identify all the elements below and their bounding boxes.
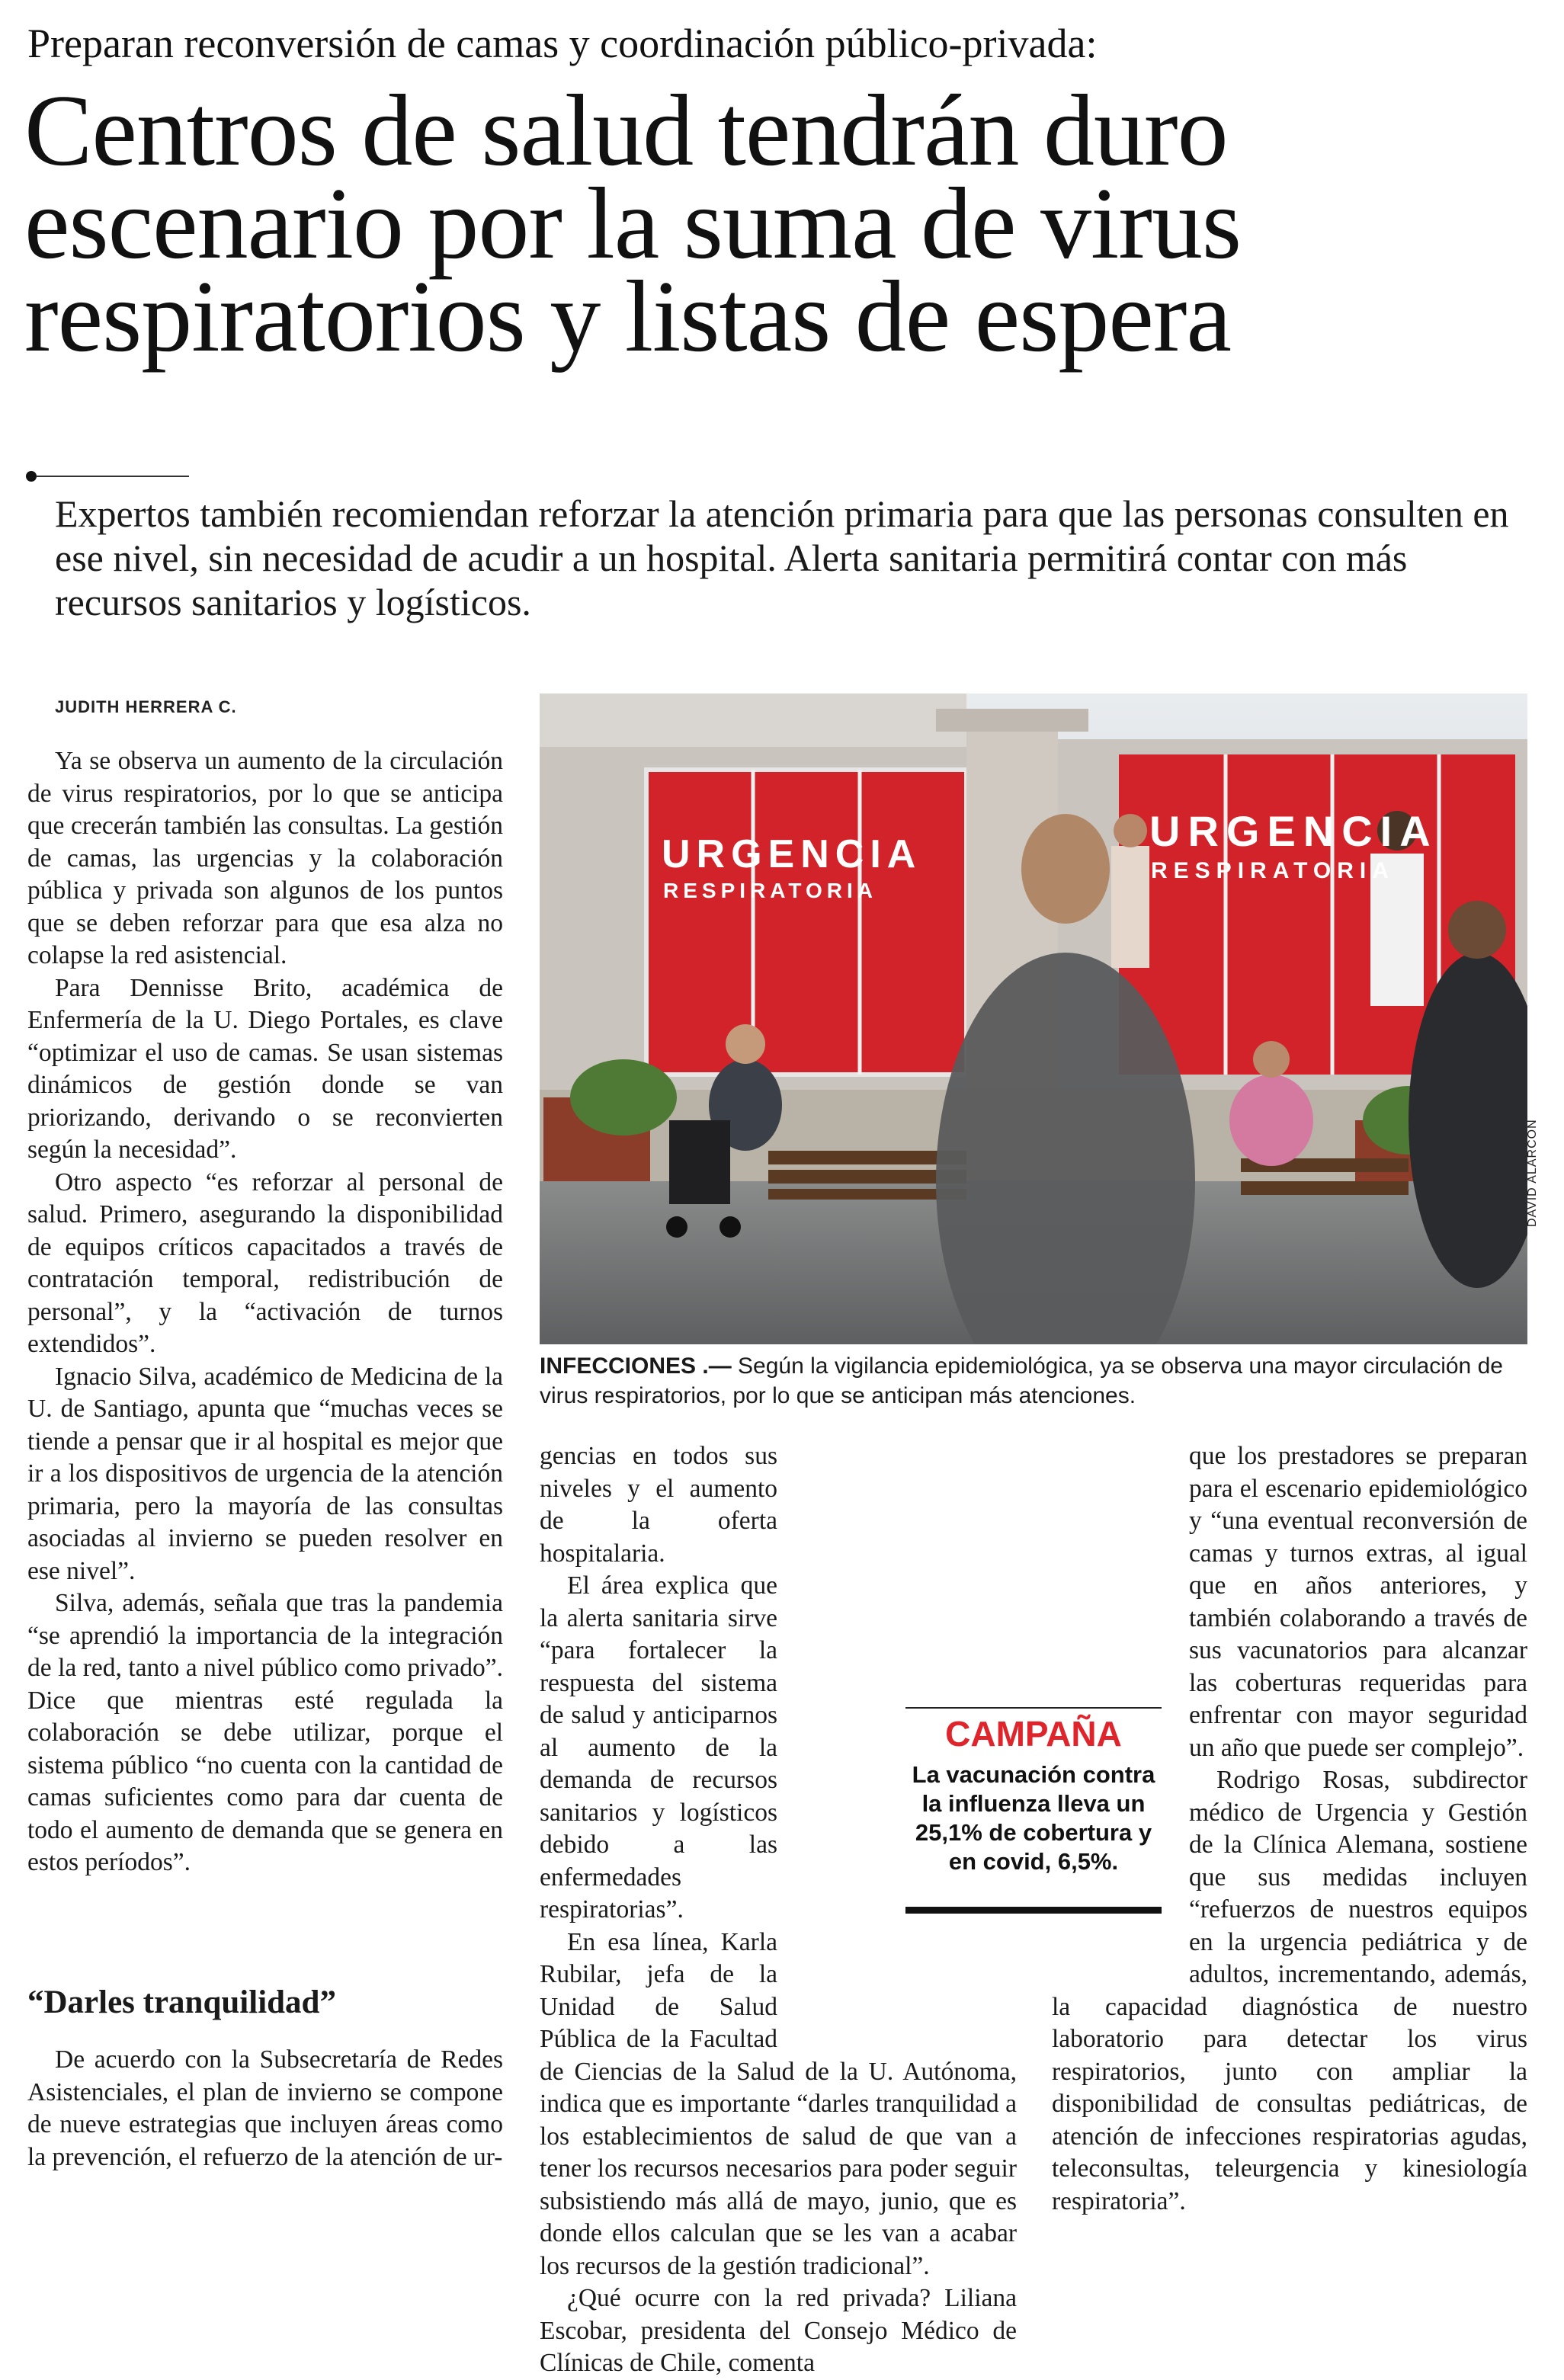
subheading: “Darles tranquilidad” xyxy=(27,1984,336,2020)
paragraph: En esa línea, Karla Rubilar, jefa de la Unidad de Salud Pública de la Facultad de Ciencias de la Salud de la U. Autónoma, indica que es importante “darles tranquilidad a los establecimientos de salud de que van a tener los recursos necesarios para poder seguir subsistiendo más allá de mayo, junio, que es donde ellos calculan que se les van a acabar los recursos de la gestión tradicional”. xyxy=(540,1927,1017,2280)
deck: Expertos también recomiendan reforzar la atención primaria para que las personas consulten en ese nivel, sin necesidad de acudir a un hospital. Alerta sanitaria permitirá contar con más recursos sanitarios y logísticos. xyxy=(55,492,1509,623)
paragraph: De acuerdo con la Subsecretaría de Redes Asistenciales, el plan de invierno se compone de nueve estrategias que incluyen áreas como la prevención, el refuerzo de la atención de ur- xyxy=(27,2045,503,2171)
photo-caption xyxy=(540,1351,1530,1411)
paragraph: gencias en todos sus niveles y el aumento de la oferta hospitalaria. xyxy=(540,1442,777,1568)
paragraph: que los prestadores se preparan para el escenario epidemiológico y “una eventual reconversión de camas y turnos extras, al igual que en años anteriores, y también colaborando a través de sus vacunatorios para alcanzar las coberturas requeridas para enfrentar con mayor seguridad un año que puede ser complejo”. xyxy=(1189,1442,1527,1762)
paragraph: Rodrigo Rosas, subdirector médico de Urgencia y Gestión de la Clínica Alemana, sostiene que sus medidas incluyen “refuerzos de nuestros equipos en la urgencia pediátrica y de adultos, incrementando, además, la capacidad diagnóstica de nuestro laboratorio para detectar los virus respiratorios, junto con ampliar la disponibilidad de consultas pediátricas, de atención de infecciones respiratorias agudas, teleconsultas, teleurgencia y kinesiología respiratoria”. xyxy=(1052,1766,1527,2215)
photo-credit: DAVID ALARCON xyxy=(1526,1119,1539,1227)
rule-divider xyxy=(37,476,189,477)
sidebar-bottom-rule xyxy=(905,1907,1162,1914)
sign-left-line1: URGENCIA xyxy=(662,832,922,876)
column-1-continued xyxy=(27,2044,503,2173)
sign-left-line2: RESPIRATORIA xyxy=(663,879,877,902)
column-1 xyxy=(27,745,503,1879)
sidebar-top-rule xyxy=(905,1707,1162,1709)
sign-right-line2: RESPIRATORIA xyxy=(1151,858,1395,883)
paragraph: Ya se observa un aumento de la circulación de virus respiratorios, por lo que se anticipa que crecerán también las consultas. La gestión de camas, las urgencias y la colaboración pública y privada son algunos de los puntos que se deben reforzar para que esa alza no colapse la red asistencial. xyxy=(27,747,503,969)
paragraph: ¿Qué ocurre con la red privada? Liliana Escobar, presidenta del Consejo Médico de Clínicas de Chile, comenta xyxy=(540,2284,1017,2377)
sidebar-text: La vacunación contra la influenza lleva un 25,1% de cobertura y en covid, 6,5%. xyxy=(912,1761,1155,1875)
kicker: Preparan reconversión de camas y coordinación público-privada: xyxy=(27,21,1098,66)
paragraph: El área explica que la alerta sanitaria sirve “para fortalecer la respuesta del sistema de salud y anticiparnos al aumento de la demanda de recursos sanitarios y logísticos debido a las enfermedades respiratorias”. xyxy=(540,1571,777,1924)
paragraph: Para Dennisse Brito, académica de Enfermería de la U. Diego Portales, es clave “optimizar el uso de camas. Se usan sistemas dinámicos de gestión donde se van priorizando, derivando o se reconvierten según la necesidad”. xyxy=(27,973,503,1164)
sign-right-line1: URGENCIA xyxy=(1149,807,1438,855)
photo-illustration xyxy=(540,693,1527,1344)
byline: JUDITH HERRERA C. xyxy=(55,697,237,716)
paragraph: Silva, además, señala que tras la pandemia “se aprendió la importancia de la integración de la red, tanto a nivel público como privado”. Dice que mientras esté regulada la colaboración se debe utilizar, porque el sistema público “no cuenta con la cantidad de camas suficientes como para dar cuenta de todo el aumento de demanda que se genera en estos períodos”. xyxy=(27,1589,503,1876)
rule-dot xyxy=(26,471,37,482)
campaign-sidebar xyxy=(905,1707,1162,1914)
caption-label: INFECCIONES .— xyxy=(540,1353,732,1379)
headline: Centros de salud tendrán duro escenario por la suma de virus respiratorios y listas de espera xyxy=(24,74,1242,373)
photo xyxy=(540,693,1527,1344)
sidebar-title: CAMPAÑA xyxy=(945,1714,1122,1754)
paragraph: Otro aspecto “es reforzar al personal de salud. Primero, asegurando la disponibilidad de equipos críticos capacitados a través de contratación temporal, redistribución de personal”, y la “activación de turnos extendidos”. xyxy=(27,1168,503,1358)
paragraph: Ignacio Silva, académico de Medicina de la U. de Santiago, apunta que “muchas veces se tiende a pensar que ir al hospital es mejor que ir a los dispositivos de urgencia de la atención primaria, pero la mayoría de las consultas asociadas al invierno se pueden resolver en ese nivel”. xyxy=(27,1362,503,1585)
caption-text: Según la vigilancia epidemiológica, ya se observa una mayor circulación de virus respiratorios, por lo que se anticipan más atenciones. xyxy=(540,1353,1503,1408)
